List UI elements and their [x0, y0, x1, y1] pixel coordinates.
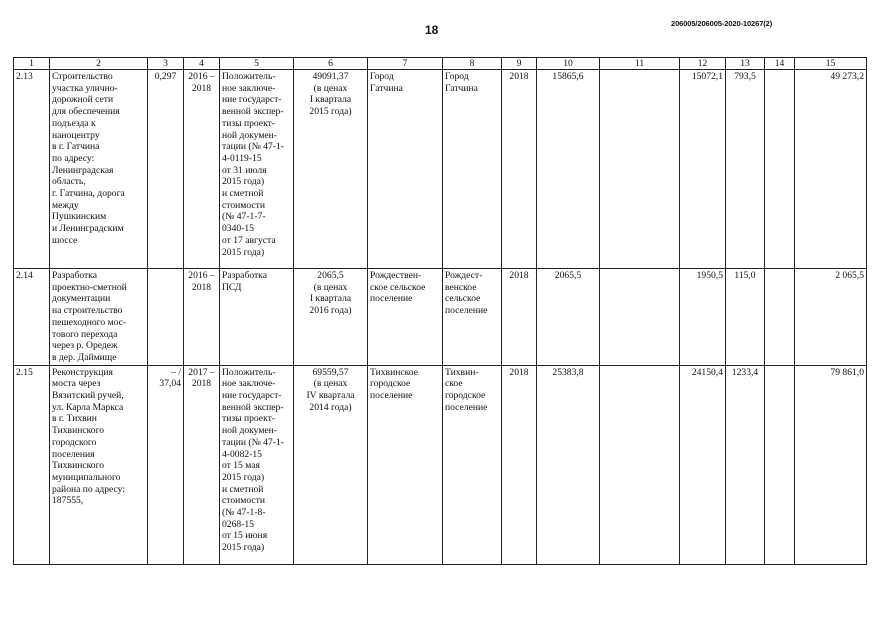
total-cell: 2065,5	[537, 269, 600, 366]
total-cell: 25383,8	[537, 365, 600, 564]
column-header: 7	[368, 58, 443, 70]
column-header: 11	[600, 58, 680, 70]
capacity-cell: – / 37,04	[148, 365, 184, 564]
value-cell	[600, 269, 680, 366]
customer-cell: Рождест- венское сельское поселение	[443, 269, 502, 366]
column-header: 13	[726, 58, 765, 70]
year-cell: 2018	[502, 70, 537, 269]
row-number-cell: 2.14	[14, 269, 50, 366]
local-budget-cell: 793,5	[726, 70, 765, 269]
value-cell	[765, 365, 795, 564]
column-header: 3	[148, 58, 184, 70]
regional-budget-cell: 24150,4	[680, 365, 726, 564]
column-header: 1	[14, 58, 50, 70]
total-value-cell: 2 065,5	[795, 269, 867, 366]
capacity-cell: 0,297	[148, 70, 184, 269]
row-number-cell: 2.13	[14, 70, 50, 269]
column-header: 2	[50, 58, 148, 70]
customer-cell: Тихвин- ское городское поселение	[443, 365, 502, 564]
column-header: 15	[795, 58, 867, 70]
column-header: 5	[220, 58, 294, 70]
header-row	[14, 58, 867, 70]
year-cell: 2018	[502, 365, 537, 564]
column-header: 10	[537, 58, 600, 70]
expertise-cell: Положитель- ное заключе- ние государст- венной экспер- тизы проект- ной докумен- тации (№ 47-1- 4-0119-15 от 31 июля 2015 года) и сметной стоимости (№ 47-1-7- 0340-15 от 17 августа 2015 года)	[220, 70, 294, 269]
customer-cell: Город Гатчина	[443, 70, 502, 269]
column-header: 12	[680, 58, 726, 70]
expertise-cell: Разработка ПСД	[220, 269, 294, 366]
column-header: 4	[184, 58, 220, 70]
period-cell: 2016 – 2018	[184, 269, 220, 366]
column-header: 8	[443, 58, 502, 70]
expertise-cell: Положитель- ное заключе- ние государст- венной экспер- тизы проект- ной докумен- тации (№ 47-1- 4-0082-15 от 15 мая 2015 года) и сметной стоимости (№ 47-1-8- 0268-15 от 15 июня 2015 года)	[220, 365, 294, 564]
table-row	[14, 269, 867, 366]
value-cell	[600, 70, 680, 269]
table-row	[14, 365, 867, 564]
local-budget-cell: 1233,4	[726, 365, 765, 564]
document-reference: 206005/206005-2020-10267(2)	[671, 19, 773, 28]
municipality-cell: Рождествен- ское сельское поселение	[368, 269, 443, 366]
object-name-cell: Строительство участка улично- дорожной сети для обеспечения подъезда к наноцентру в г. Гатчина по адресу: Ленинградская область, г. Гатчина, дорога между Пушкинским и Ленинградским шоссе	[50, 70, 148, 269]
total-value-cell: 79 861,0	[795, 365, 867, 564]
cost-cell: 49091,37 (в ценах I квартала 2015 года)	[294, 70, 368, 269]
value-cell	[765, 269, 795, 366]
cost-cell: 69559,57 (в ценах IV квартала 2014 года)	[294, 365, 368, 564]
value-cell	[600, 365, 680, 564]
page-number: 18	[425, 23, 439, 37]
municipality-cell: Тихвинское городское поселение	[368, 365, 443, 564]
year-cell: 2018	[502, 269, 537, 366]
local-budget-cell: 115,0	[726, 269, 765, 366]
regional-budget-cell: 15072,1	[680, 70, 726, 269]
period-cell: 2017 – 2018	[184, 365, 220, 564]
total-cell: 15865,6	[537, 70, 600, 269]
data-table	[13, 57, 867, 565]
capacity-cell	[148, 269, 184, 366]
object-name-cell: Разработка проектно-сметной документации на строительство пешеходного мос- тового перехода через р. Оредеж в дер. Даймище	[50, 269, 148, 366]
cost-cell: 2065,5 (в ценах I квартала 2016 года)	[294, 269, 368, 366]
value-cell	[765, 70, 795, 269]
municipality-cell: Город Гатчина	[368, 70, 443, 269]
table-row	[14, 70, 867, 269]
column-header: 14	[765, 58, 795, 70]
column-header: 6	[294, 58, 368, 70]
column-header: 9	[502, 58, 537, 70]
total-value-cell: 49 273,2	[795, 70, 867, 269]
row-number-cell: 2.15	[14, 365, 50, 564]
regional-budget-cell: 1950,5	[680, 269, 726, 366]
period-cell: 2016 – 2018	[184, 70, 220, 269]
object-name-cell: Реконструкция моста через Вязитский ручей, ул. Карла Маркса в г. Тихвин Тихвинского городского поселения Тихвинского муниципального района по адресу: 187555,	[50, 365, 148, 564]
